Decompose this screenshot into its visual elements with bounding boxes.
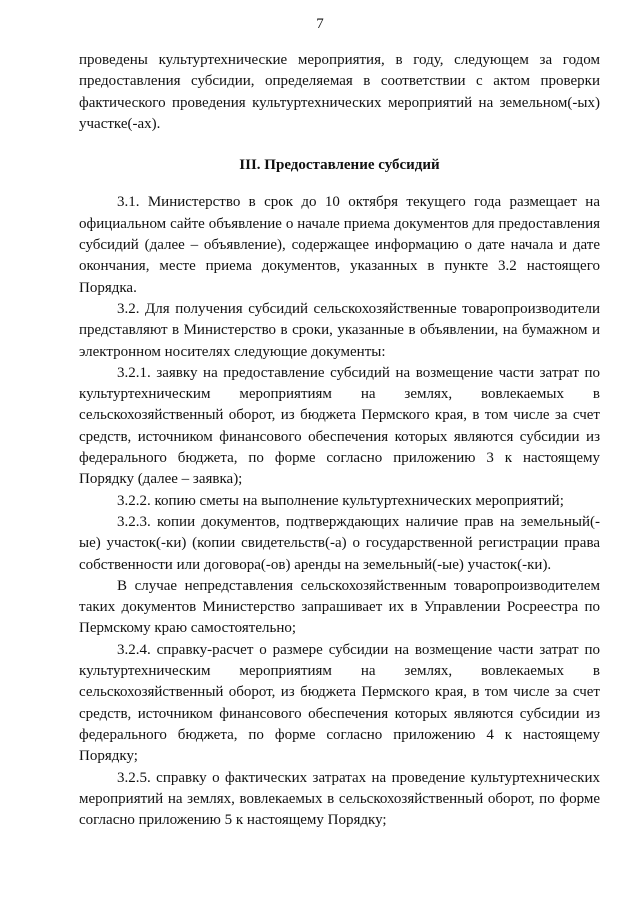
paragraph-3-2-2: 3.2.2. копию сметы на выполнение культуртехнических мероприятий; <box>117 492 564 509</box>
paragraph-continued: проведены культуртехнические мероприятия, в году, следующем за годом предоставления субсидии, определяемая в соответствии с актом проверки фактического проведения культуртехнических мероприятий на земельном(-ых) участке(-ах). <box>79 52 600 132</box>
paragraph-3-2-1: 3.2.1. заявку на предоставление субсидий на возмещение части затрат по культуртехническим мероприятиям на землях, вовлекаемых в сельскохозяйственный оборот, из бюджета Пермского края, в том числе за счет средств, источником финансового обеспечения которых являются субсидии из федерального бюджета, по форме согласно приложению 3 к настоящему Порядку (далее – заявка); <box>79 364 600 488</box>
section-heading: III. Предоставление субсидий <box>239 157 440 174</box>
paragraph-3-2: 3.2. Для получения субсидий сельскохозяйственные товаропроизводители представляют в Министерство в сроки, указанные в объявлении, на бумажном и электронном носителях следующие документы: <box>79 300 600 360</box>
paragraph-3-2-3: 3.2.3. копии документов, подтверждающих наличие прав на земельный(-ые) участок(-ки) (копии свидетельств(-а) о государственной регистрации права собственности или договора(-ов) аренды на земельный(-ые) участок(-ки). <box>79 513 600 573</box>
page-number: 7 <box>316 16 324 32</box>
paragraph-rosreestr: В случае непредставления сельскохозяйственным товаропроизводителем таких документов Министерство запрашивает их в Управлении Росреестра по Пермскому краю самостоятельно; <box>79 577 600 637</box>
paragraph-3-2-5: 3.2.5. справку о фактических затратах на проведение культуртехнических мероприятий на землях, вовлекаемых в сельскохозяйственный оборот, по форме согласно приложению 5 к настоящему Порядку; <box>79 769 600 829</box>
document-body <box>79 50 600 831</box>
paragraph-3-1: 3.1. Министерство в срок до 10 октября текущего года размещает на официальном сайте объявление о начале приема документов для предоставления субсидий (далее – объявление), содержащее информацию о дате начала и дате окончания, месте приема документов, указанных в пункте 3.2 настоящего Порядка. <box>79 194 600 296</box>
paragraph-3-2-4: 3.2.4. справку-расчет о размере субсидии на возмещение части затрат по культуртехническим мероприятиям на землях, вовлекаемых в сельскохозяйственный оборот, из бюджета Пермского края, в том числе за счет средств, источником финансового обеспечения которых являются субсидии из федерального бюджета, по форме согласно приложению 4 к настоящему Порядку; <box>79 641 600 765</box>
